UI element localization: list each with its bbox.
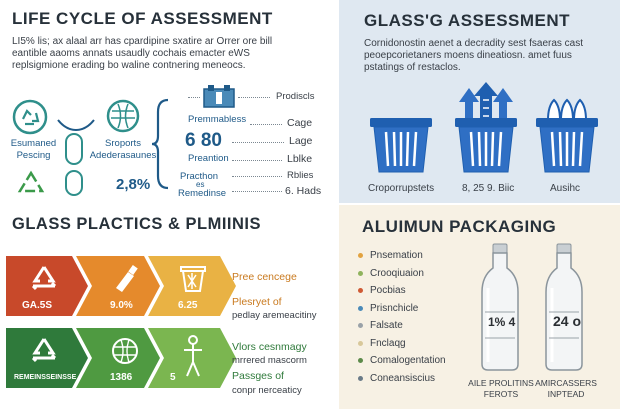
- leader-2: [250, 124, 282, 125]
- recycling-bin-icon-1: [368, 116, 434, 179]
- lifecycle-panel: [0, 0, 338, 204]
- leader-4: [232, 160, 282, 161]
- lifecycle-right-label-3: Lage: [289, 135, 313, 147]
- globe-icon: [106, 99, 140, 138]
- plastics-panel: [0, 204, 338, 409]
- row2-sub-heading: mrrered mascorm: [232, 355, 307, 366]
- legend-dot-icon: [358, 288, 363, 293]
- legend-label: Pocbias: [370, 285, 406, 296]
- recycling-bin-icon-3: [534, 98, 600, 179]
- globe-icon-white: [110, 336, 140, 371]
- row1-right-label: 6.25: [178, 300, 198, 311]
- bottle-2-caption: AMIRCASSERS INPTEAD: [535, 378, 597, 399]
- row2-heading: Vlors cesnmagy: [232, 341, 307, 353]
- legend-label: Coneansiscius: [370, 372, 436, 384]
- plastics-row-2: [6, 328, 236, 388]
- legend-item: [370, 250, 423, 261]
- leader-1: [238, 97, 270, 98]
- glass-title: GLASS'G ASSESSMENT: [364, 11, 571, 30]
- aluminum-title: ALUIMUN PACKAGING: [362, 217, 557, 236]
- capsule-icon-2: [65, 170, 83, 196]
- row2-left-label: REMEINSSEINSSE: [14, 374, 77, 381]
- legend-label: Crooqiuaion: [370, 267, 424, 279]
- lifecycle-title: LIFE CYCLE OF ASSESSMENT: [12, 9, 273, 28]
- lifecycle-right-label-1: Prodiscls: [276, 91, 315, 102]
- lifecycle-left-label-2: Sroports Adederasaunes: [89, 138, 157, 161]
- bottle-pour-icon: [110, 262, 140, 299]
- bottle-1-caption: AILE PROLITINS FEROTS: [468, 378, 534, 399]
- legend-label: Fnclaqg: [370, 337, 406, 349]
- row2-right-label: 5: [170, 372, 176, 383]
- lifecycle-left-label-1: Esumaned Pescing: [10, 138, 57, 161]
- legend-dot-icon: [358, 323, 363, 328]
- bottle-1-value: 1% 4: [488, 315, 516, 329]
- glass-description: Cornidonostin aenet a decradity sest fsaeras cast peoepcorietaners moens dineatiosn. amet fuus pstatings of restaclos.: [364, 38, 584, 73]
- aluminum-panel: [338, 204, 620, 409]
- brace-icon: [150, 98, 172, 190]
- practhon-sub-label: es: [196, 180, 205, 189]
- legend-label: Falsate: [370, 320, 403, 331]
- row2-mid-label: 1386: [110, 372, 133, 383]
- row2-sub-text: Passges of: [232, 370, 284, 382]
- lifecycle-description: LI5% lis; ax alaal arr has cpardipine sxatire ar Orrer ore bill eantible aaoms annats usaudly cochais emacter eWS replsigmione erading bo waline contnering meneocs.: [12, 36, 273, 71]
- trash-basket-icon: [178, 264, 208, 299]
- legend-dot-icon: [358, 358, 363, 363]
- glass-bin-label-3: Ausihc: [550, 183, 581, 194]
- person-icon: [178, 334, 208, 383]
- legend-label: Pnsemation: [370, 250, 423, 261]
- lifecycle-right-label-6: 6. Hads: [285, 185, 322, 197]
- legend-dot-icon: [358, 341, 363, 346]
- row1-mid-label: 9.0%: [110, 300, 133, 311]
- leader-6: [232, 191, 282, 192]
- legend-item: [370, 373, 435, 384]
- row2-sub-text-2: conpr nerceaticy: [232, 385, 302, 396]
- legend-label: Prisnchicle: [370, 302, 419, 314]
- leader-5: [232, 176, 282, 177]
- recycle-icon-red: [28, 264, 60, 299]
- glass-panel: [338, 0, 620, 204]
- capsule-icon-1: [65, 133, 83, 165]
- row1-heading: Pree cencege: [232, 271, 297, 283]
- practhon-label: Practhon: [180, 171, 219, 182]
- legend-item: [370, 355, 446, 366]
- battery-icon: [202, 83, 236, 114]
- legend-item: [370, 320, 403, 331]
- legend-label: Comalogentation: [370, 355, 446, 366]
- recycle-circle-icon: [12, 99, 48, 140]
- divider-horizontal: [0, 203, 620, 205]
- lifecycle-big-number: 6 80: [185, 130, 222, 151]
- legend-item: [370, 285, 406, 296]
- preantion-label: Preantion: [188, 153, 229, 164]
- legend-dot-icon: [358, 253, 363, 258]
- lifecycle-right-label-4: Lblke: [287, 153, 313, 165]
- glass-bin-label-1: Croporrupstets: [368, 183, 435, 194]
- legend-dot-icon: [358, 376, 363, 381]
- remedinse-label: Remedinse: [178, 188, 227, 199]
- recycling-bin-icon-2: [453, 80, 519, 179]
- recycle-triangle-icon: [16, 170, 46, 199]
- leader-3: [232, 142, 284, 143]
- premmabless-label: Premmabless: [188, 114, 247, 125]
- bottle-icon-1: [478, 242, 522, 377]
- legend-dot-icon: [358, 271, 363, 276]
- plastics-row-1: [6, 256, 236, 316]
- legend-item: [370, 338, 406, 349]
- row1-sub-heading: Plesryet of: [232, 296, 282, 308]
- legend-item: [370, 268, 424, 279]
- dots-top-left: [188, 97, 200, 98]
- row1-sub-text: pedlay aremeacitiny: [232, 310, 317, 321]
- plastics-title: GLASS PLACTICS & PLMIINIS: [12, 215, 262, 233]
- lifecycle-right-label-5: Rblies: [287, 170, 314, 181]
- legend-item: [370, 303, 418, 314]
- lifecycle-right-label-2: Cage: [287, 117, 313, 129]
- legend-dot-icon: [358, 306, 363, 311]
- bottle-2-value: 24 o: [553, 313, 582, 329]
- lifecycle-percent: 2,8%: [116, 176, 151, 193]
- glass-bin-label-2: 8, 25 9. Biic: [462, 183, 515, 194]
- row1-left-label: GA.5S: [22, 300, 53, 311]
- bottle-icon-2: [542, 242, 586, 377]
- recycle-icon-green: [28, 336, 60, 371]
